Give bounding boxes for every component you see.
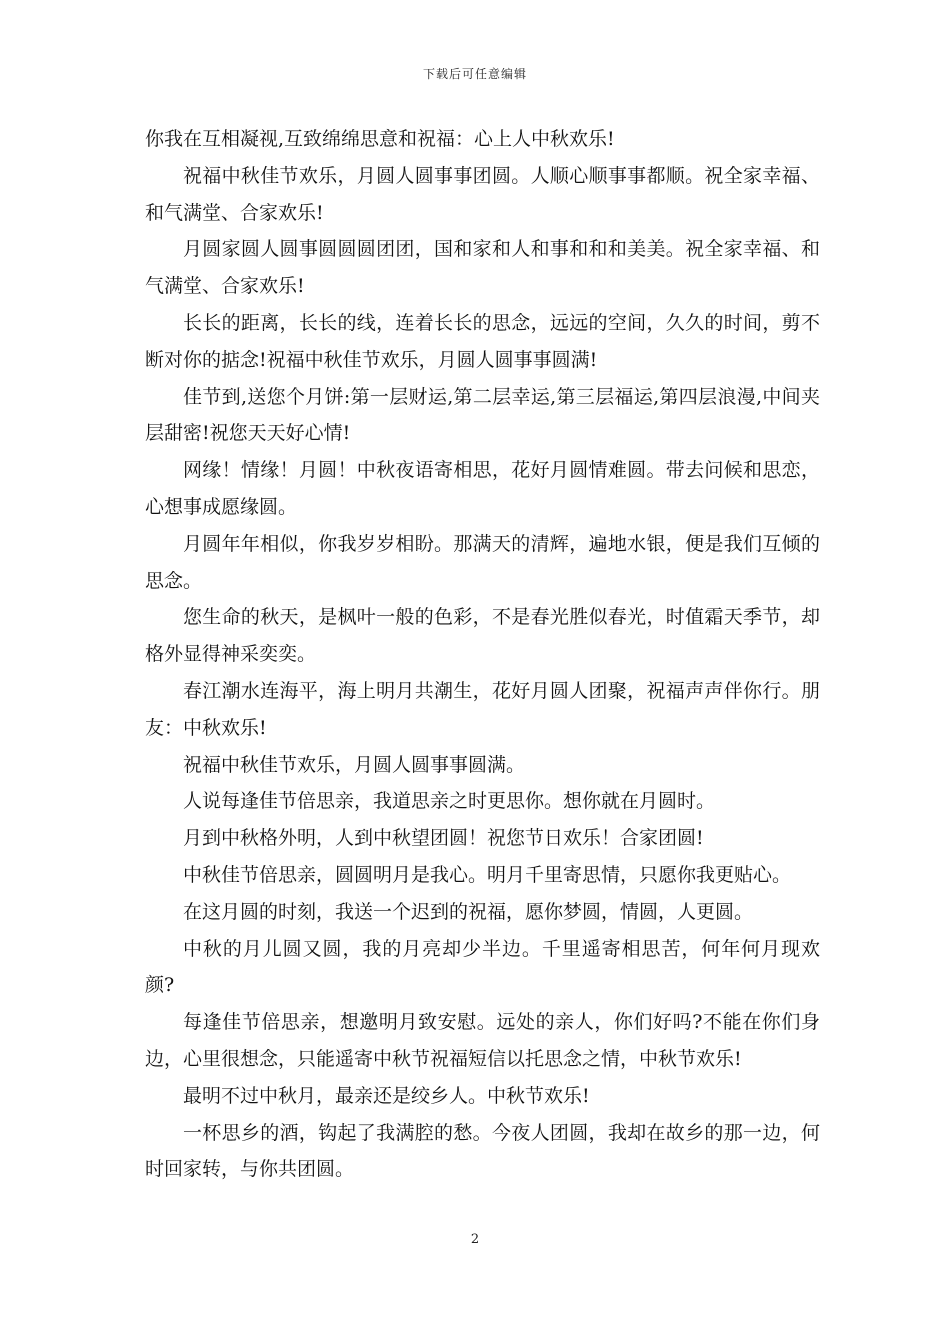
paragraph: 中秋的月儿圆又圆，我的月亮却少半边。千里遥寄相思苦，何年何月现欢颜? bbox=[145, 937, 820, 997]
paragraph: 人说每逢佳节倍思亲，我道思亲之时更思你。想你就在月圆时。 bbox=[183, 790, 716, 813]
document-body bbox=[145, 121, 820, 1188]
paragraph: 您生命的秋天，是枫叶一般的色彩，不是春光胜似春光，时值霜天季节，却格外显得神采奕奕。 bbox=[145, 606, 820, 666]
page-header: 下载后可任意编辑 bbox=[422, 67, 527, 81]
paragraph: 最明不过中秋月，最亲还是绞乡人。中秋节欢乐! bbox=[183, 1084, 590, 1107]
paragraph: 中秋佳节倍思亲，圆圆明月是我心。明月千里寄思情，只愿你我更贴心。 bbox=[183, 863, 792, 886]
page-number: 2 bbox=[470, 1232, 480, 1247]
paragraph: 祝福中秋佳节欢乐，月圆人圆事事圆满。 bbox=[183, 753, 526, 776]
paragraph: 每逢佳节倍思亲，想邀明月致安慰。远处的亲人，你们好吗?不能在你们身边，心里很想念，只能遥寄中秋节祝福短信以托思念之情，中秋节欢乐! bbox=[145, 1011, 820, 1070]
paragraph: 春江潮水连海平，海上明月共潮生，花好月圆人团聚，祝福声声伴你行。朋友：中秋欢乐! bbox=[145, 679, 820, 739]
paragraph: 在这月圆的时刻，我送一个迟到的祝福，愿你梦圆，情圆，人更圆。 bbox=[183, 900, 754, 923]
paragraph: 月圆年年相似，你我岁岁相盼。那满天的清辉，遍地水银，便是我们互倾的思念。 bbox=[145, 532, 820, 592]
paragraph: 一杯思乡的酒，钩起了我满腔的愁。今夜人团圆，我却在故乡的那一边，何时回家转，与你共团圆。 bbox=[145, 1121, 820, 1181]
paragraph: 网缘！情缘！月圆！中秋夜语寄相思，花好月圆情难圆。带去问候和思恋，心想事成愿缘圆。 bbox=[145, 459, 820, 518]
paragraph: 祝福中秋佳节欢乐，月圆人圆事事团圆。人顺心顺事事都顺。祝全家幸福、和气满堂、合家欢乐! bbox=[145, 164, 820, 224]
paragraph: 长长的距离，长长的线，连着长长的思念，远远的空间，久久的时间，剪不断对你的掂念!祝福中秋佳节欢乐，月圆人圆事事圆满! bbox=[145, 311, 820, 371]
paragraph: 月到中秋格外明，人到中秋望团圆！祝您节日欢乐！合家团圆! bbox=[183, 827, 704, 850]
paragraph: 你我在互相凝视,互致绵绵思意和祝福：心上人中秋欢乐! bbox=[145, 128, 615, 150]
paragraph: 月圆家圆人圆事圆圆圆团团，国和家和人和事和和和美美。祝全家幸福、和气满堂、合家欢乐! bbox=[145, 238, 820, 298]
paragraph: 佳节到,送您个月饼:第一层财运,第二层幸运,第三层福运,第四层浪漫,中间夹层甜密!祝您天天好心情! bbox=[145, 385, 820, 445]
